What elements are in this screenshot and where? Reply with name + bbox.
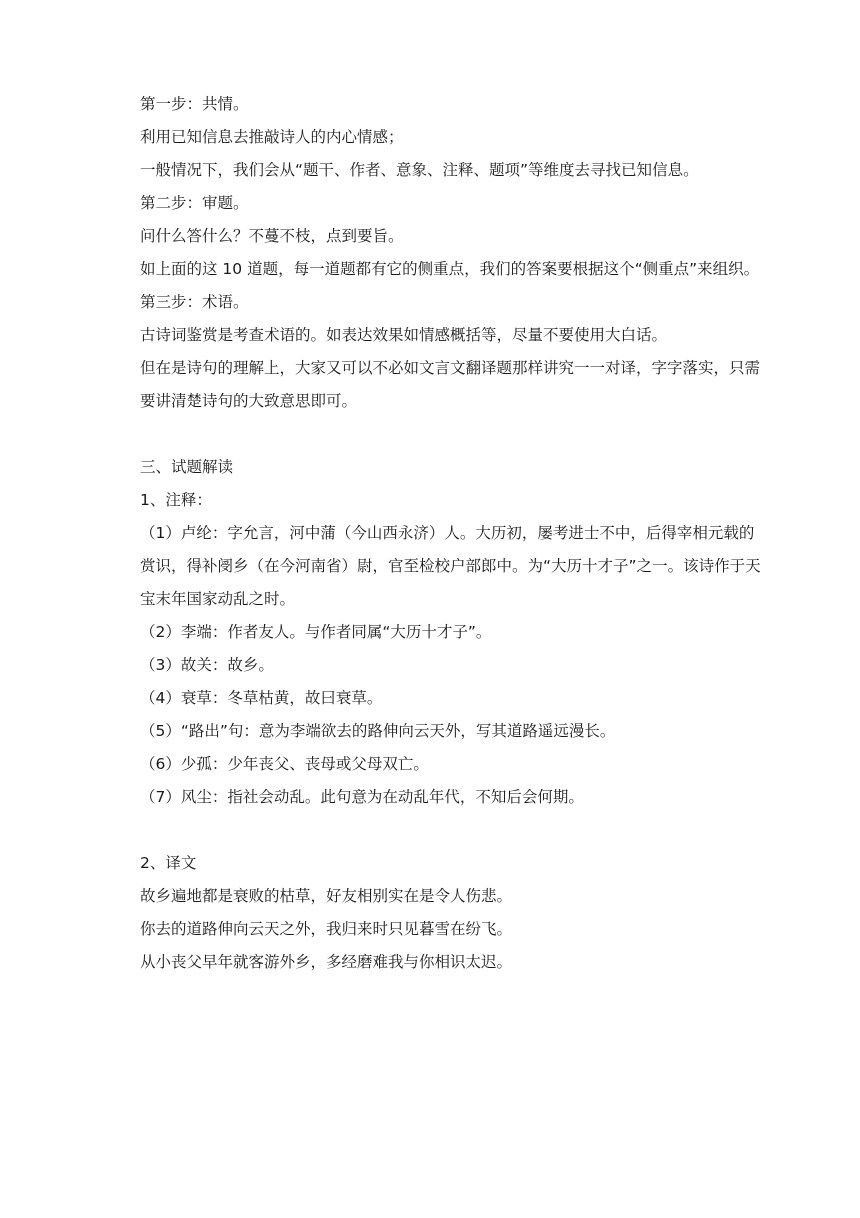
- translation-line: 从小丧父早年就客游外乡，多经磨难我与你相识太迟。: [140, 953, 513, 971]
- paragraph: 利用已知信息去推敲诗人的内心情感；: [140, 128, 404, 146]
- step3-heading: 第三步：术语。: [140, 293, 249, 311]
- paragraph: 如上面的这 10 道题，每一道题都有它的侧重点，我们的答案要根据这个“侧重点”来组织。: [140, 260, 760, 278]
- step1-heading: 第一步：共情。: [140, 95, 249, 113]
- paragraph: 但在是诗句的理解上，大家又可以不必如文言文翻译题那样讲究一一对译，字字落实，只需要讲清楚诗句的大致意思即可。: [140, 359, 761, 410]
- spacer: [140, 418, 768, 451]
- section-heading: 三、试题解读: [140, 458, 234, 476]
- paragraph: 问什么答什么？不蔓不枝，点到要旨。: [140, 227, 404, 245]
- note-item: （5）“路出”句：意为李端欲去的路伸向云天外，写其道路遥远漫长。: [140, 722, 616, 740]
- document-body: [140, 88, 768, 979]
- note-item: （6）少孤：少年丧父、丧母或父母双亡。: [140, 755, 429, 773]
- spacer: [140, 814, 768, 847]
- step2-heading: 第二步：审题。: [140, 194, 249, 212]
- note-item: （1）卢纶：字允言，河中蒲（今山西永济）人。大历初，屡考进士不中，后得宰相元载的赏识，得补阌乡（在今河南省）尉，官至检校户部郎中。为“大历十才子”之一。该诗作于天宝末年国家动乱之时。: [140, 524, 761, 608]
- note-item: （2）李端：作者友人。与作者同属“大历十才子”。: [140, 623, 492, 641]
- note-item: （4）衰草：冬草枯黄，故曰衰草。: [140, 689, 383, 707]
- paragraph: 古诗词鉴赏是考查术语的。如表达效果如情感概括等，尽量不要使用大白话。: [140, 326, 668, 344]
- note-item: （7）风尘：指社会动乱。此句意为在动乱年代，不知后会何期。: [140, 788, 584, 806]
- note-item: （3）故关：故乡。: [140, 656, 274, 674]
- notes-heading: 1、注释：: [140, 491, 212, 509]
- translation-line: 你去的道路伸向云天之外，我归来时只见暮雪在纷飞。: [140, 920, 513, 938]
- paragraph: 一般情况下，我们会从“题干、作者、意象、注释、题项”等维度去寻找已知信息。: [140, 161, 699, 179]
- translation-line: 故乡遍地都是衰败的枯草，好友相别实在是令人伤悲。: [140, 887, 513, 905]
- translation-heading: 2、译文: [140, 854, 197, 872]
